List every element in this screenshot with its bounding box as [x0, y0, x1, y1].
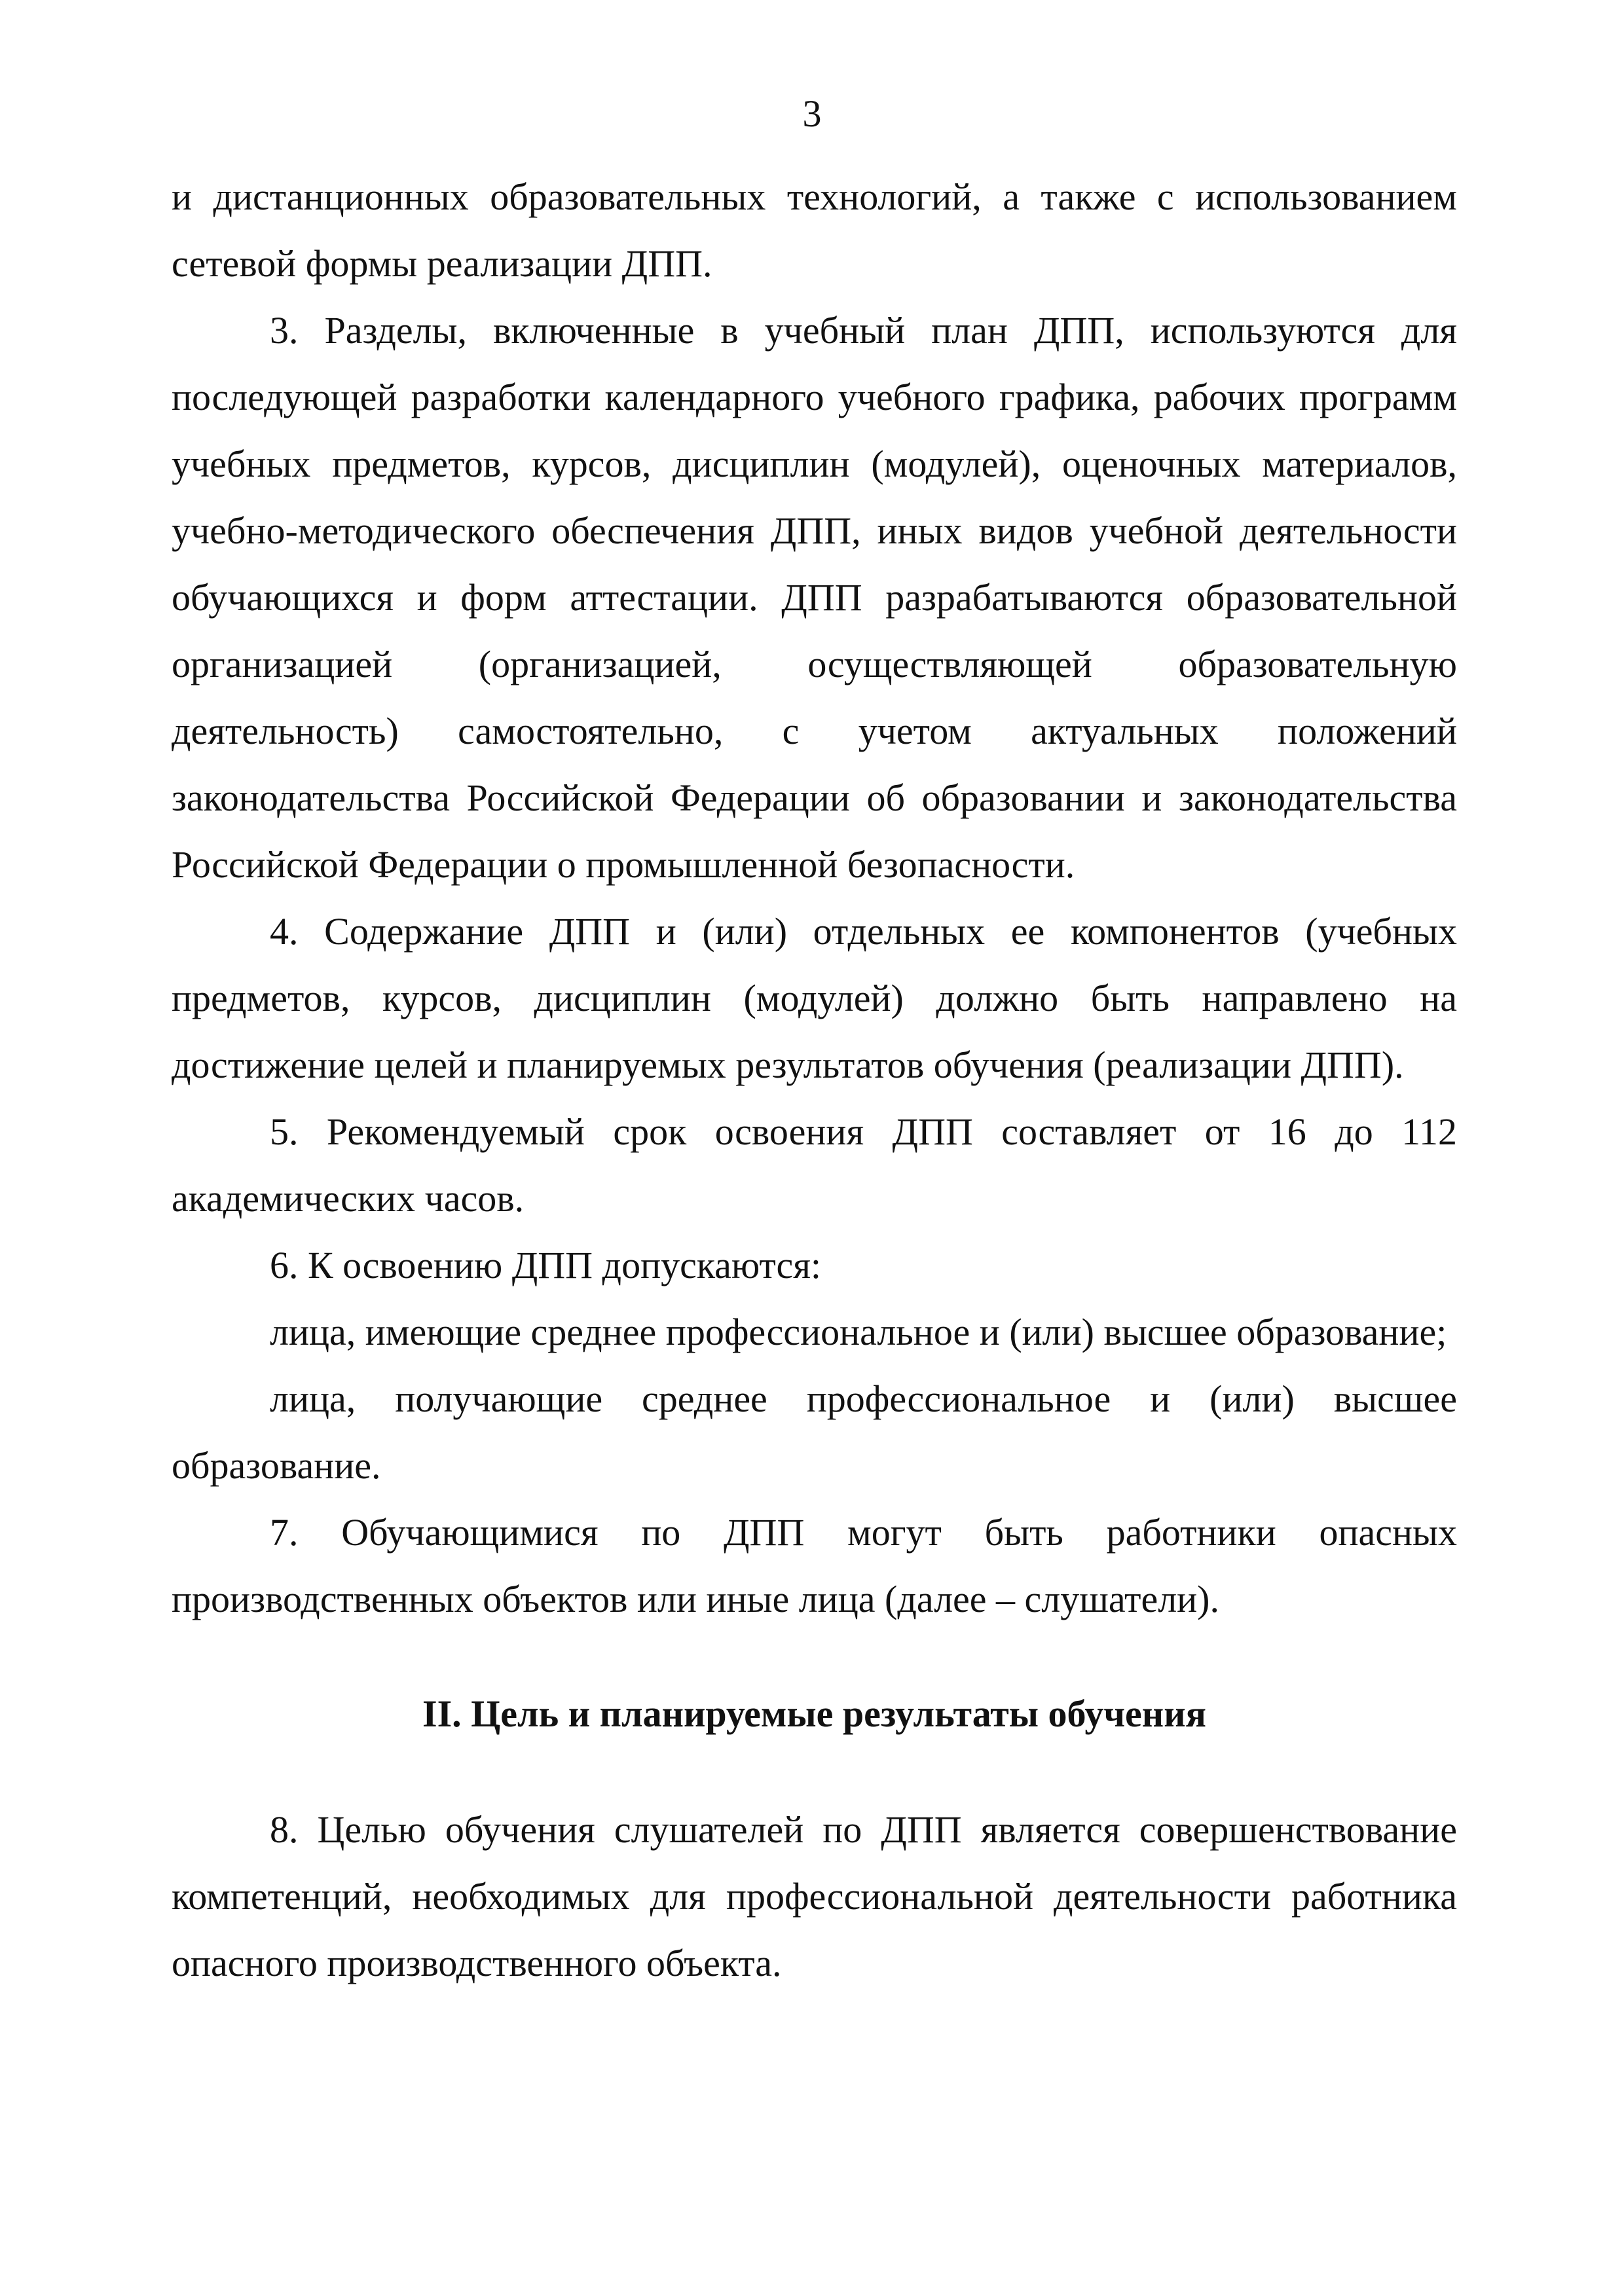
section-heading: II. Цель и планируемые результаты обучения: [422, 1692, 1206, 1735]
paragraph-item-6: 6. К освоению ДПП допускаются:: [270, 1244, 822, 1286]
paragraph-list-entry-1: лица, имеющие среднее профессиональное и (или) высшее образование;: [270, 1311, 1447, 1353]
document-body: [172, 164, 1457, 1997]
paragraph-continuation: и дистанционных образовательных технологий, а также с использованием сетевой формы реализации ДПП.: [172, 175, 1457, 285]
paragraph-list-entry-2: лица, получающие среднее профессиональное и (или) высшее образование.: [172, 1377, 1457, 1487]
paragraph-item-8: 8. Целью обучения слушателей по ДПП является совершенствование компетенций, необходимых для профессиональной деятельности работника опасного производственного объекта.: [172, 1808, 1457, 1984]
paragraph-item-4: 4. Содержание ДПП и (или) отдельных ее компонентов (учебных предметов, курсов, дисциплин (модулей) должно быть направлено на достижение целей и планируемых результатов обучения (реализации ДПП).: [172, 910, 1457, 1086]
paragraph-item-3: 3. Разделы, включенные в учебный план ДПП, используются для последующей разработки календарного учебного графика, рабочих программ учебных предметов, курсов, дисциплин (модулей), оценочных материалов, учебно-методического обеспечения ДПП, иных видов учебной деятельности обучающихся и форм аттестации. ДПП разрабатываются образовательной организацией (организацией, осуществляющей образовательную деятельность) самостоятельно, с учетом актуальных положений законодательства Российской Федерации об образовании и законодательства Российской Федерации о промышленной безопасности.: [172, 309, 1457, 886]
page-number: 3: [802, 92, 822, 135]
paragraph-item-5: 5. Рекомендуемый срок освоения ДПП составляет от 16 до 112 академических часов.: [172, 1110, 1457, 1220]
paragraph-item-7: 7. Обучающимися по ДПП могут быть работники опасных производственных объектов или иные лица (далее – слушатели).: [172, 1511, 1457, 1620]
